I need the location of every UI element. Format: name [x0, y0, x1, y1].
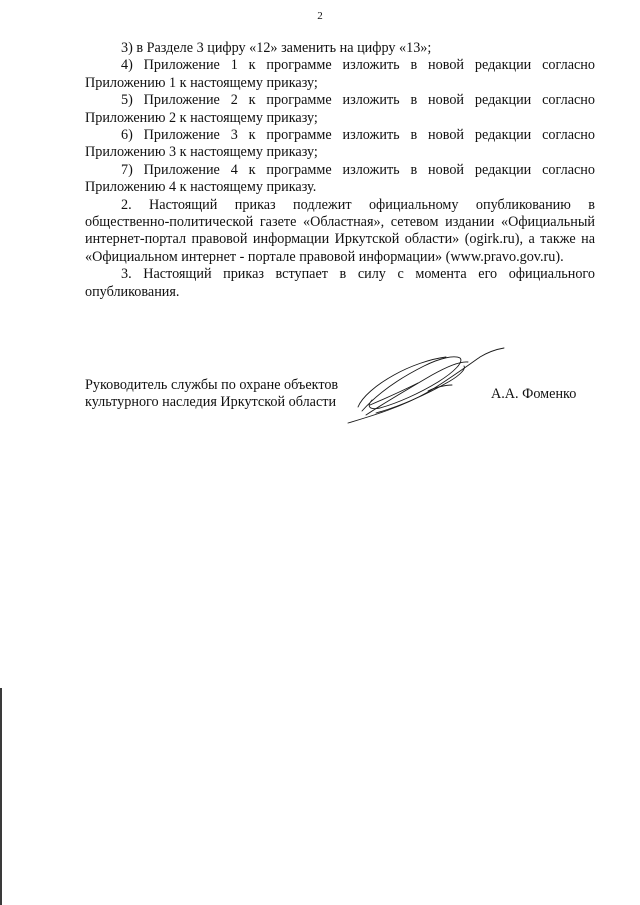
paragraph-item-3: 3) в Разделе 3 цифру «12» заменить на цифру «13»;: [121, 40, 432, 56]
paragraph-item-4: 4) Приложение 1 к программе изложить в новой редакции согласно Приложению 1 к настоящему приказу;: [85, 57, 595, 91]
paragraph-item-7: 7) Приложение 4 к программе изложить в новой редакции согласно Приложению 4 к настоящему приказу.: [85, 161, 595, 196]
handwritten-signature-icon: [340, 345, 510, 425]
paragraph-section-3: 3. Настоящий приказ вступает в силу с момента его официального опубликования.: [85, 266, 595, 300]
paragraph-section-2: 2. Настоящий приказ подлежит официальному опубликованию в общественно-политической газете «Областная», сетевом издании «Официальный интернет-портал правовой информации Иркутской области» (ogirk.ru), а также на «Официальном интернет - портале правовой информации» (www.pravo.gov.ru).: [85, 196, 595, 265]
signatory-title-line-1: Руководитель службы по охране объектов: [85, 377, 339, 393]
paragraph-item-5: 5) Приложение 2 к программе изложить в новой редакции согласно Приложению 2 к настоящему приказу;: [85, 92, 595, 126]
page-number: 2: [317, 10, 323, 22]
scan-edge-mark: [0, 688, 2, 905]
document-body: [85, 40, 595, 301]
signatory-title-line-2: культурного наследия Иркутской области: [85, 394, 337, 411]
paragraph-item-6: 6) Приложение 3 к программе изложить в новой редакции согласно Приложению 3 к настоящему приказу;: [85, 127, 595, 161]
signatory-name: А.А. Фоменко: [491, 386, 577, 402]
